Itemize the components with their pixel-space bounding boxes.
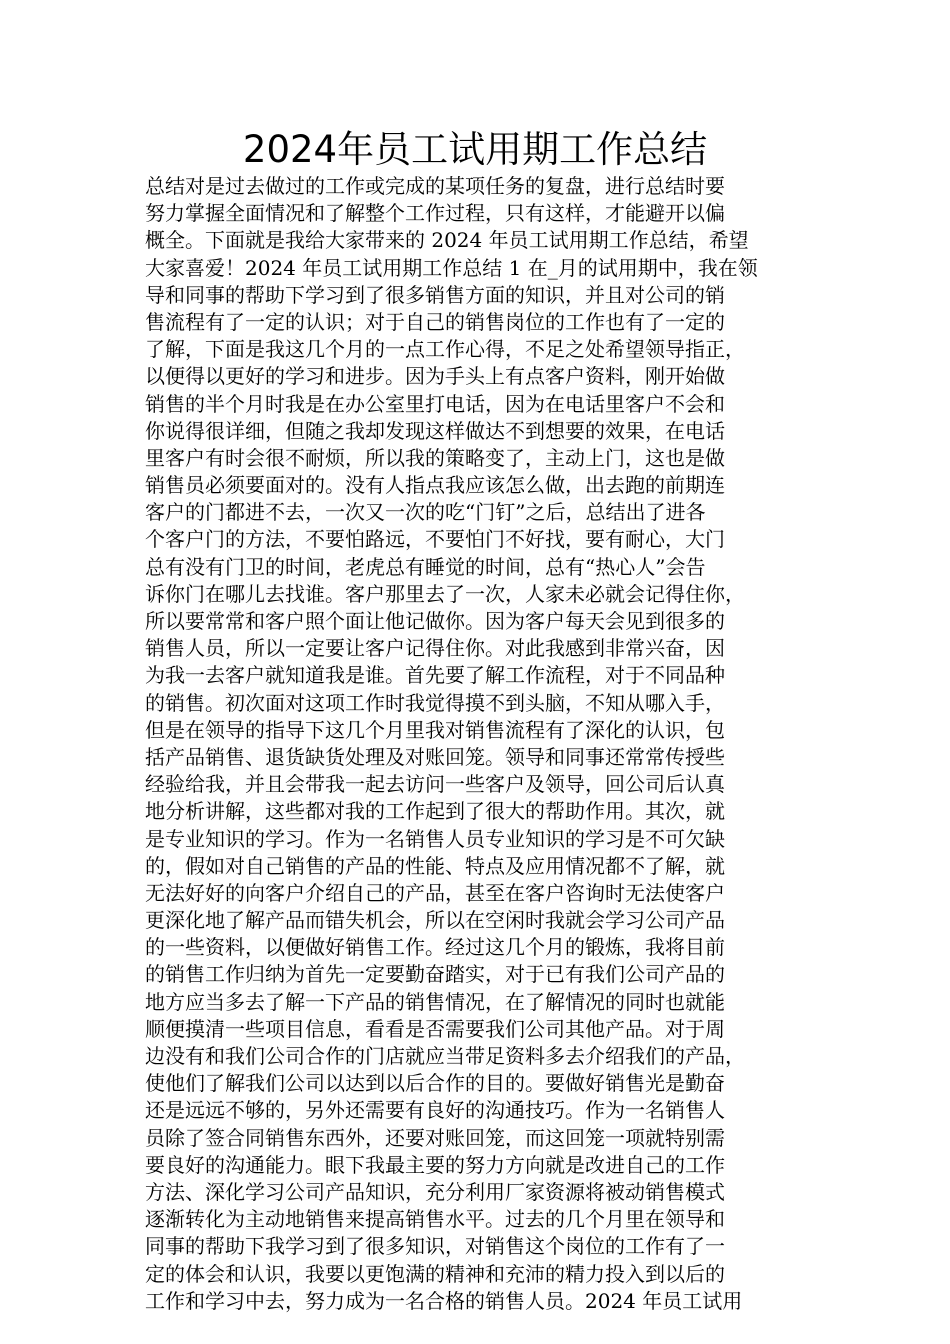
body-line: 销售人员，所以一定要让客户记得住你。对此我感到非常兴奋，因 [145,636,725,661]
body-line: 但是在领导的指导下这几个月里我对销售流程有了深化的认识，包 [145,717,725,742]
body-line: 导和同事的帮助下学习到了很多销售方面的知识，并且对公司的销 [145,282,725,307]
body-line: 顺便摸清一些项目信息，看看是否需要我们公司其他产品。对于周 [145,1016,725,1041]
body-line: 地方应当多去了解一下产品的销售情况，在了解情况的同时也就能 [145,989,725,1014]
body-line: 你说得很详细，但随之我却发现这样做达不到想要的效果，在电话 [145,418,725,443]
body-line: 了解，下面是我这几个月的一点工作心得，不足之处希望领导指正， [145,337,745,362]
body-line: 定的体会和认识，我要以更饱满的精神和充沛的精力投入到以后的 [145,1261,725,1286]
body-line: 经验给我，并且会带我一起去访问一些客户及领导，回公司后认真 [145,772,725,797]
body-line: 客户的门都进不去，一次又一次的吃“门钉”之后，总结出了进各 [145,500,706,525]
body-line: 无法好好的向客户介绍自己的产品，甚至在客户咨询时无法使客户 [145,880,725,905]
body-line: 概全。下面就是我给大家带来的 2024 年员工试用期工作总结，希望 [145,228,749,253]
body-line: 边没有和我们公司合作的门店就应当带足资料多去介绍我们的产品， [145,1044,745,1068]
body-line: 还是远远不够的，另外还需要有良好的沟通技巧。作为一名销售人 [145,1098,725,1123]
body-line: 销售员必须要面对的。没有人指点我应该怎么做，出去跑的前期连 [145,473,725,498]
body-line: 更深化地了解产品而错失机会，所以在空闲时我就会学习公司产品 [145,908,725,933]
body-line: 努力掌握全面情况和了解整个工作过程，只有这样，才能避开以偏 [145,201,725,226]
body-line: 的销售。初次面对这项工作时我觉得摸不到头脑，不知从哪入手， [145,690,725,715]
document-body [145,173,815,1315]
body-line: 大家喜爱！2024 年员工试用期工作总结 1 在_月的试用期中，我在领 [145,255,758,280]
body-line: 地分析讲解，这些都对我的工作起到了很大的帮助作用。其次，就 [145,799,725,824]
body-line: 使他们了解我们公司以达到以后合作的目的。要做好销售光是勤奋 [145,1071,725,1096]
body-line: 诉你门在哪儿去找谁。客户那里去了一次，人家未必就会记得住你， [145,581,745,606]
body-line: 里客户有时会很不耐烦，所以我的策略变了，主动上门，这也是做 [145,445,725,470]
body-line: 同事的帮助下我学习到了很多知识，对销售这个岗位的工作有了一 [145,1234,725,1259]
document-title: 2024年员工试用期工作总结 [242,128,708,171]
body-line: 为我一去客户就知道我是谁。首先要了解工作流程，对于不同品种 [145,663,725,688]
body-line: 以便得以更好的学习和进步。因为手头上有点客户资料，刚开始做 [145,364,725,389]
body-line: 括产品销售、退货缺货处理及对账回笼。领导和同事还常常传授些 [145,744,725,769]
body-line: 总有没有门卫的时间，老虎总有睡觉的时间，总有“热心人”会告 [145,554,706,579]
body-line: 所以要常常和客户照个面让他记做你。因为客户每天会见到很多的 [145,609,725,633]
body-line: 是专业知识的学习。作为一名销售人员专业知识的学习是不可欠缺 [145,826,725,851]
body-line: 个客户门的方法，不要怕路远，不要怕门不好找，要有耐心，大门 [145,527,725,552]
body-line: 要良好的沟通能力。眼下我最主要的努力方向就是改进自己的工作 [145,1152,725,1177]
body-line: 的一些资料，以便做好销售工作。经过这几个月的锻炼，我将目前 [145,935,725,960]
body-line: 总结对是过去做过的工作或完成的某项任务的复盘，进行总结时要 [145,174,725,198]
body-line: 逐渐转化为主动地销售来提高销售水平。过去的几个月里在领导和 [145,1207,725,1232]
body-line: 方法、深化学习公司产品知识，充分利用厂家资源将被动销售模式 [145,1179,725,1204]
body-line: 的，假如对自己销售的产品的性能、特点及应用情况都不了解，就 [145,853,725,878]
body-line: 工作和学习中去，努力成为一名合格的销售人员。2024 年员工试用 [145,1288,743,1313]
body-line: 售流程有了一定的认识；对于自己的销售岗位的工作也有了一定的 [145,309,725,334]
body-line: 销售的半个月时我是在办公室里打电话，因为在电话里客户不会和 [145,391,725,416]
body-line: 员除了签合同销售东西外，还要对账回笼，而这回笼一项就特别需 [145,1125,725,1150]
body-line: 的销售工作归纳为首先一定要勤奋踏实，对于已有我们公司产品的 [145,962,725,987]
